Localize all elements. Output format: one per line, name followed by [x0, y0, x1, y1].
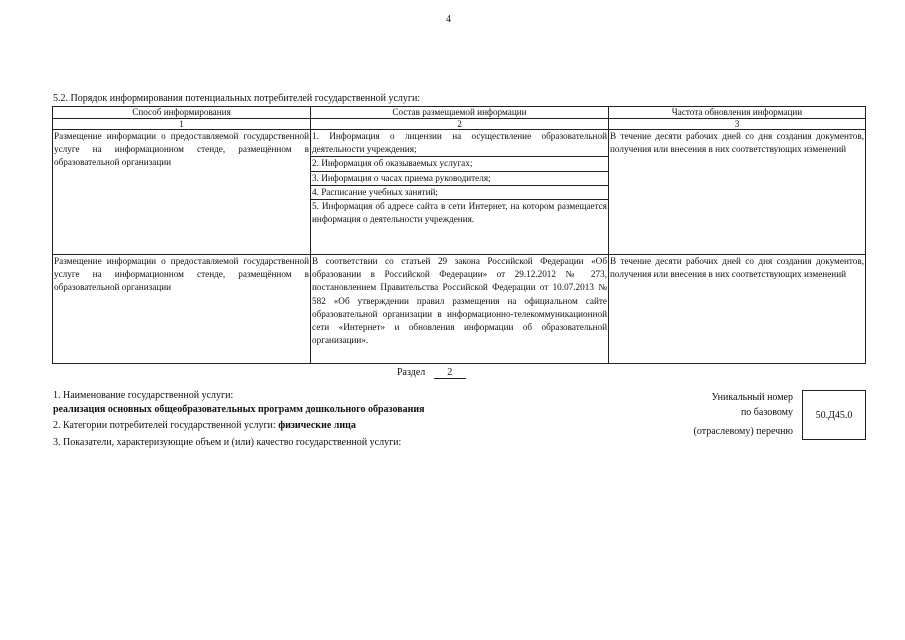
- column-number: 1: [53, 119, 311, 130]
- unique-number-label-line: (отраслевому) перечню: [693, 426, 793, 437]
- frequency-cell: В течение десяти рабочих дней со дня создания документов, получения или внесения в них соответствующих изменений: [609, 130, 866, 255]
- unique-number-code-box: [802, 390, 866, 440]
- content-item: 3. Информация о часах приема руководителя;: [311, 172, 608, 186]
- service-name-label: 1. Наименование государственной услуги:: [53, 390, 234, 401]
- unique-number-label: [653, 390, 793, 439]
- section-title: [397, 367, 466, 379]
- column-number: 3: [609, 119, 866, 130]
- consumer-category: [53, 420, 356, 431]
- column-number: 2: [311, 119, 609, 130]
- content-item: 2. Информация об оказываемых услугах;: [311, 157, 608, 171]
- content-cell: В соответствии со статьей 29 закона Российской Федерации «Об образовании в Российской Федерации» от 29.12.2012 № 273, постановлением Правительства Российской Федерации от 10.07.2013 № 582 «Об утверждении правил размещения на официальном сайте образовательной организации в информационно-телекоммуникационной сети «Интернет» и обновления информации об образовательной организации».: [311, 255, 609, 364]
- content-item: 5. Информация об адресе сайта в сети Интернет, на котором размещается информация о деятельности учреждения.: [312, 201, 607, 225]
- column-header-content: Состав размещаемой информации: [311, 107, 609, 119]
- unique-number-label-line: Уникальный номер: [711, 392, 793, 403]
- table-header-row: [53, 107, 866, 119]
- content-item: 1. Информация о лицензии на осуществление образовательной деятельности учреждения;: [311, 130, 608, 157]
- unique-number-code: 50.Д45.0: [815, 409, 853, 421]
- method-cell: Размещение информации о предоставляемой государственной услуге на информационном стенде, размещённом в образовательной организации: [53, 130, 311, 255]
- section-label: Раздел: [397, 367, 426, 378]
- consumer-category-value: физические лица: [278, 420, 356, 431]
- content-item: 4. Расписание учебных занятий;: [311, 186, 608, 200]
- table-row: [53, 255, 866, 364]
- service-name-value: реализация основных общеобразовательных программ дошкольного образования: [53, 404, 425, 415]
- consumer-category-label: 2. Категории потребителей государственной услуги:: [53, 420, 276, 431]
- column-header-frequency: Частота обновления информации: [609, 107, 866, 119]
- table-row: [53, 130, 866, 255]
- section-number: 2: [434, 367, 466, 379]
- frequency-cell: В течение десяти рабочих дней со дня создания документов, получения или внесения в них соответствующих изменений: [609, 255, 866, 364]
- method-cell: Размещение информации о предоставляемой государственной услуге на информационном стенде, размещённом в образовательной организации: [53, 255, 311, 364]
- column-header-method: Способ информирования: [53, 107, 311, 119]
- section-heading: 5.2. Порядок информирования потенциальных потребителей государственной услуги:: [53, 93, 421, 104]
- unique-number-label-line: по базовому: [740, 407, 793, 418]
- page-number: 4: [446, 14, 451, 25]
- content-cell: [311, 130, 609, 255]
- informing-table: [52, 106, 866, 364]
- indicators-label: 3. Показатели, характеризующие объем и (или) качество государственной услуги:: [53, 437, 402, 448]
- column-number-row: [53, 119, 866, 130]
